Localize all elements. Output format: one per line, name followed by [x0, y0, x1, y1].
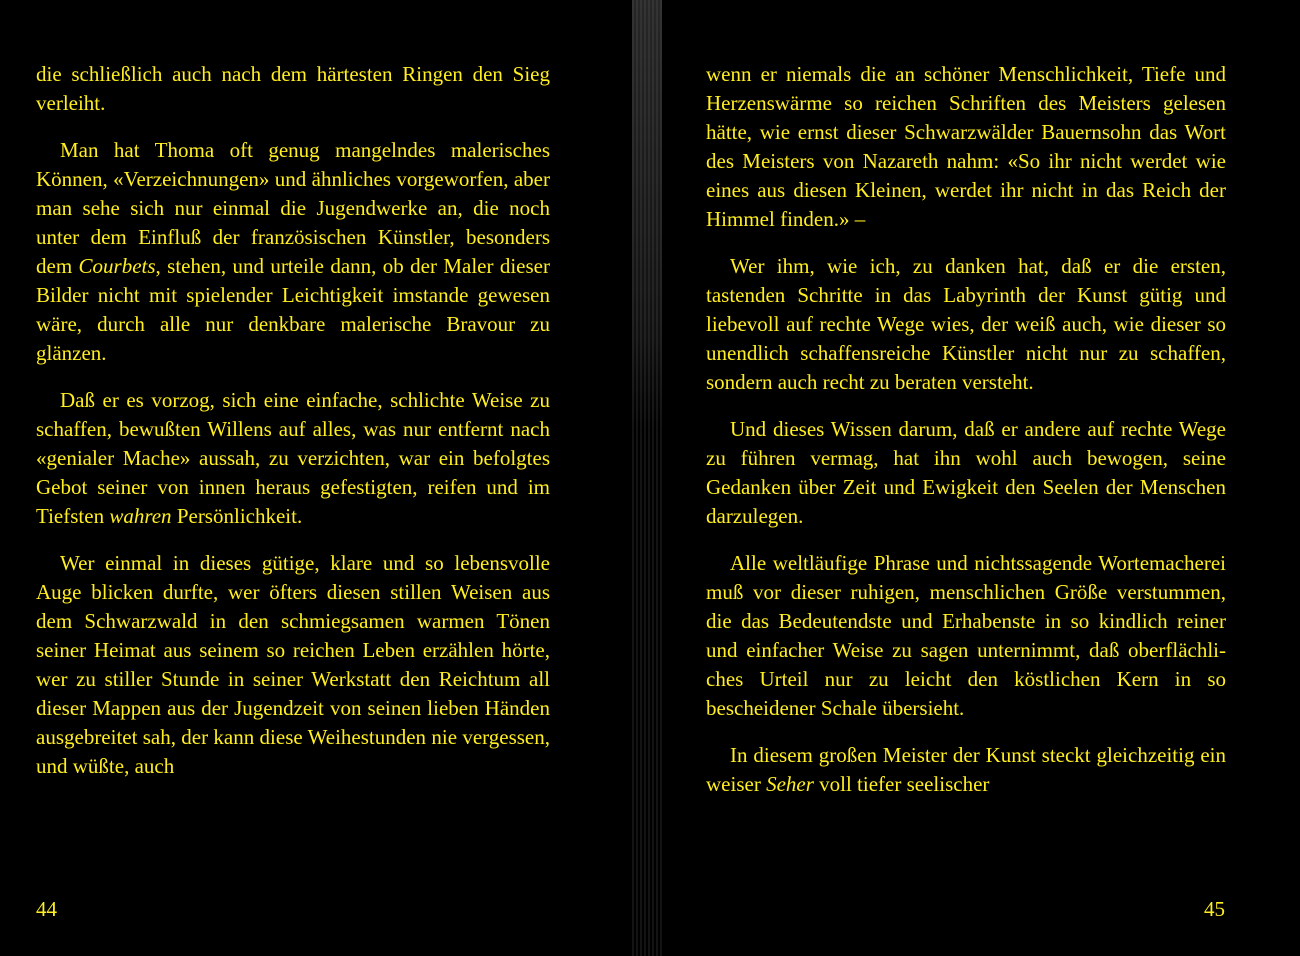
page-number-right: 45 [1204, 897, 1225, 921]
paragraph: Und dieses Wissen darum, daß er andere auf rechte Wege zu führen vermag, hat ihn wohl auch bewogen, seine Gedanken über Zeit und Ewigkeit den Seelen der Menschen darzulegen. [706, 417, 1226, 528]
page-number-left: 44 [36, 897, 57, 921]
right-page-text [706, 60, 1226, 817]
right-page [660, 0, 1300, 956]
paragraph: In diesem großen Meister der Kunst steckt gleichzeitig ein weiser Seher voll tiefer seelischer [706, 743, 1226, 796]
paragraph: Man hat Thoma oft genug mangelndes malerisches Können, «Verzeichnungen» und ähnliches vorgeworfen, aber man sehe sich nur einmal die Jugendwerke an, die noch unter dem Einfluß der französischen Künstler, besonders dem Courbets, stehen, und urteile dann, ob der Maler dieser Bilder nicht mit spielender Leichtigkeit imstande gewesen wäre, durch alle nur denkbare malerische Bravour zu glänzen. [36, 138, 550, 365]
left-page [0, 0, 640, 956]
paragraph: Alle weltläufige Phrase und nichtssagende Wortemacherei muß vor dieser ruhigen, menschlichen Größe verstummen, die das Bedeutendste und Erhabenste in so kindlich reiner und einfacher Weise zu sagen unternimmt, daß oberflächliches Urteil nur zu leicht den köstlichen Kern in so bescheidener Schale übersieht. [706, 551, 1226, 720]
paragraph: wenn er niemals die an schöner Menschlichkeit, Tiefe und Herzenswärme so reichen Schriften des Meisters gelesen hätte, wie ernst dieser Schwarzwälder Bauernsohn das Wort des Meisters von Nazareth nahm: «So ihr nicht werdet wie eines aus diesen Kleinen, werdet ihr nicht in das Reich der Himmel finden.» – [706, 62, 1226, 231]
book-gutter [632, 0, 662, 956]
paragraph: Wer ihm, wie ich, zu danken hat, daß er die ersten, tastenden Schritte in das Labyrinth der Kunst gütig und liebevoll auf rechte Wege wies, der weiß auch, wie dieser so unendlich schaffensreiche Künstler nicht nur zu schaffen, sondern auch recht zu beraten versteht. [706, 254, 1226, 394]
paragraph: die schließlich auch nach dem härtesten Ringen den Sieg verleiht. [36, 62, 550, 115]
paragraph: Wer einmal in dieses gütige, klare und so lebensvolle Auge blicken durfte, wer öfters diesen stillen Weisen aus dem Schwarzwald in den schmiegsamen warmen Tönen seiner Heimat aus seinem so reichen Leben erzählen hörte, wer zu stiller Stunde in seiner Werkstatt den Reichtum all dieser Mappen aus der Jugendzeit von seinen lieben Händen ausgebreitet sah, der kann diese Weihestunden nie vergessen, und wüßte, auch [36, 551, 550, 778]
left-page-text [36, 60, 550, 799]
paragraph: Daß er es vorzog, sich eine einfache, schlichte Weise zu schaffen, bewußten Willens auf alles, was nur entfernt nach «genialer Mache» aussah, zu verzichten, war ein befolgtes Gebot seiner von innen heraus gefestigten, reifen und im Tiefsten wahren Persönlichkeit. [36, 388, 550, 528]
